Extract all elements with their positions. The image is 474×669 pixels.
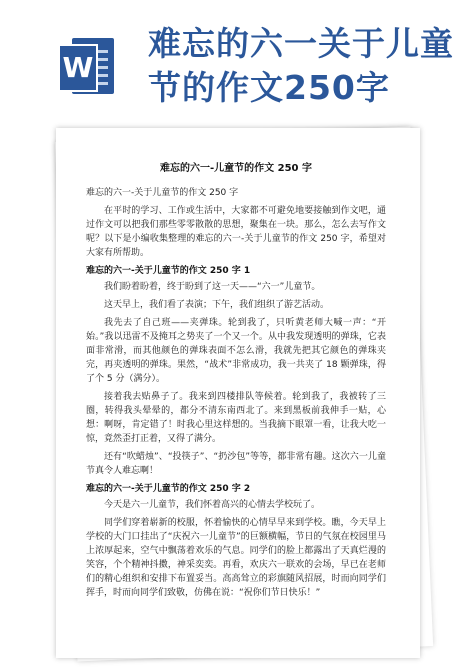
banner-title: 难忘的六一关于儿童节的作文250字 bbox=[148, 24, 454, 107]
paragraph: 接着我去贴鼻子了。我来到四楼排队等候着。轮到我了，我被转了三圈，转得我头晕晕的，都分不清东南西北了。来到黑板前我伸手一贴，心想：啊呀，肯定错了！时我心里这样想的。当我摘下眼罩一看，让我大吃一惊，竟然歪打正着，又得了满分。 bbox=[86, 392, 386, 444]
paragraph: 在平时的学习、工作或生活中，大家都不可避免地要接触到作文吧，通过作文可以把我们那些零零散散的思想，聚集在一块。那么，怎么去写作文呢？以下是小编收集整理的难忘的六一-关于儿童节的作文 250 字，希望对大家有所帮助。 bbox=[86, 206, 386, 258]
section-heading: 难忘的六一-关于儿童节的作文 250 字 1 bbox=[86, 266, 251, 276]
banner bbox=[0, 0, 474, 120]
paragraph: 这天早上，我们看了表演；下午，我们组织了游艺活动。 bbox=[104, 300, 330, 310]
section-heading: 难忘的六一-关于儿童节的作文 250 字 2 bbox=[86, 484, 251, 494]
word-document-icon bbox=[58, 34, 116, 98]
document-paragraphs bbox=[86, 186, 386, 600]
paragraph: 难忘的六一-关于儿童节的作文 250 字 bbox=[86, 188, 239, 198]
word-icon-letter: W bbox=[58, 44, 98, 92]
paragraph: 今天是六一儿童节，我们怀着高兴的心情去学校玩了。 bbox=[104, 500, 321, 510]
document-page bbox=[56, 128, 420, 658]
paragraph: 我先去了自己班——夹弹珠。轮到我了，只听黄老师大喊一声：“开始。”我以迅雷不及掩耳之势夹了一个又一个。从中我发现透明的弹珠，它表面非常滑，而其他颜色的弹珠表面不怎么滑，我就先把其它颜色的弹珠夹完，再夹透明的弹珠。果然，“战术”非常成功，我一共夹了 18 颗弹珠，得了个 5 分（满分）。 bbox=[86, 318, 386, 384]
paragraph: 我们盼着盼着，终于盼到了这一天——“六一”儿童节。 bbox=[104, 282, 321, 292]
document-body bbox=[86, 162, 386, 604]
paragraph: 还有“吹蜡烛”、“投筷子”、“扔沙包”等等，都非常有趣。这次六一儿童节真令人难忘啊！ bbox=[86, 452, 386, 476]
paragraph: 同学们穿着崭新的校服，怀着愉快的心情早早来到学校。瞧，今天早上学校的大门口挂出了“庆祝六一儿童节”的巨额横幅，节日的气氛在校园里马上浓厚起来，空气中飘荡着欢乐的气息。同学们的脸上都露出了天真烂漫的笑容，个个精神抖擞，神采奕奕。再看，欢庆六一联欢的会场，早已在老师们的精心组织和安排下布置妥当。高高耸立的彩旗随风招展，时而向同学们挥手，时而向同学们致敬，仿佛在说：“祝你们节日快乐！” bbox=[86, 518, 386, 598]
document-title: 难忘的六一-儿童节的作文 250 字 bbox=[160, 163, 312, 174]
